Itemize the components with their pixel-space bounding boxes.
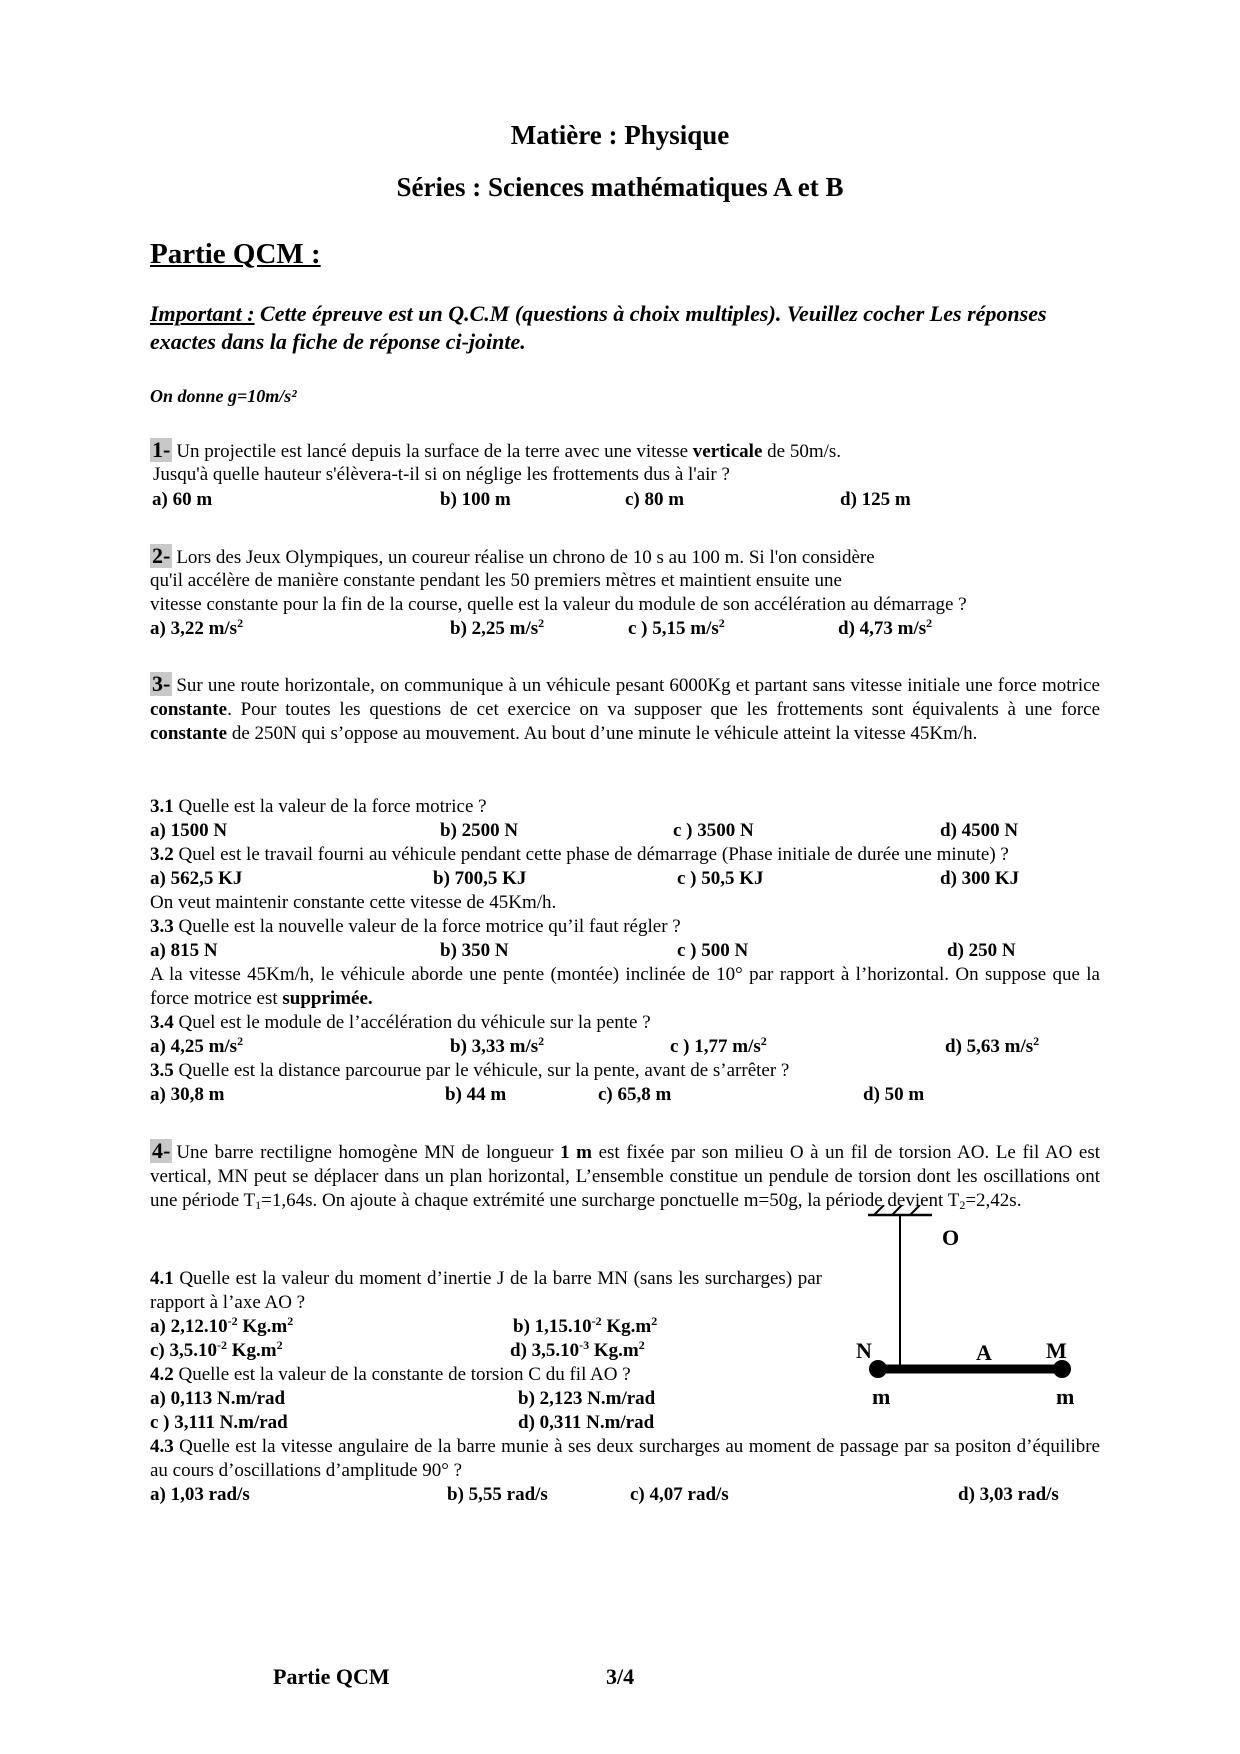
- answer: d) 125 m: [840, 489, 911, 510]
- q3-1-answers: [150, 819, 1100, 843]
- answer: b) $1,15.10^{-2}$ $Kg.m^2$: [513, 1314, 658, 1337]
- q4-1: 4.1 Quelle est la valeur du moment d’inertie J de la barre MN (sans les surcharges) par rapport à l’axe AO ?: [150, 1268, 822, 1313]
- answer: d) 0,311 N.m/rad: [518, 1412, 655, 1433]
- answer: a) 3,22 $m/s^2$: [150, 616, 244, 639]
- section-title: Partie QCM :: [150, 238, 321, 270]
- answer: c) 80 m: [625, 489, 685, 510]
- answer: a) 60 m: [152, 489, 213, 510]
- q1-bold: verticale: [692, 441, 763, 462]
- answer: d) 5,63 $m/s^2$: [945, 1034, 1040, 1057]
- series-title: Séries : Sciences mathématiques A et B: [396, 172, 844, 202]
- answer: d) 3,03 rad/s: [958, 1484, 1059, 1505]
- q1-line2: Jusqu'à quelle hauteur s'élèvera-t-il si on néglige les frottements dus à l'air ?: [153, 464, 730, 485]
- label-n: N: [856, 1338, 872, 1363]
- answer: d) $3,5.10^{-3}$ $Kg.m^2$: [510, 1338, 645, 1361]
- label-m-right: m: [1056, 1384, 1075, 1409]
- answer: a) 1,03 rad/s: [150, 1484, 250, 1505]
- q3-1: 3.1 Quelle est la valeur de la force motrice ?: [150, 796, 487, 817]
- q3-3-answers: [150, 939, 1100, 963]
- answer: c ) 3500 N: [673, 820, 754, 841]
- answer: a) $2,12.10^{-2}$ $Kg.m^2$: [150, 1314, 294, 1337]
- answer: c ) 3,111 N.m/rad: [150, 1412, 288, 1433]
- answer: b) 2,123 N.m/rad: [518, 1388, 656, 1409]
- page-number: 3/4: [606, 1664, 635, 1689]
- answer: a) 1500 N: [150, 820, 228, 841]
- torsion-pendulum-diagram: [840, 1205, 1100, 1415]
- important-label: Important :: [150, 301, 255, 326]
- answer: d) 250 N: [947, 940, 1016, 961]
- answer: c) 65,8 m: [598, 1084, 672, 1105]
- ceiling-hatch: [892, 1205, 902, 1215]
- answer: d) 300 KJ: [940, 868, 1020, 889]
- answer: c ) 50,5 KJ: [677, 868, 764, 889]
- answer: b) 700,5 KJ: [433, 868, 527, 889]
- answer: b) 2500 N: [440, 820, 519, 841]
- question-2: [150, 544, 1100, 570]
- answer: b) 2,25 $m/s^2$: [450, 616, 545, 639]
- q3-4-answers: [150, 1035, 1100, 1059]
- q2-line2: qu'il accélère de manière constante pendant les 50 premiers mètres et maintient ensuite une: [150, 570, 842, 591]
- answer: c ) 500 N: [677, 940, 749, 961]
- label-a: A: [976, 1340, 992, 1365]
- answer: a) 30,8 m: [150, 1084, 225, 1105]
- q3-3: 3.3 Quelle est la nouvelle valeur de la force motrice qu’il faut régler ?: [150, 916, 681, 937]
- q1-answers: [150, 488, 1100, 512]
- question-3-number: 3-: [152, 671, 171, 696]
- given-constant: On donne g=10m/s²: [150, 386, 297, 406]
- answer: a) 0,113 N.m/rad: [150, 1388, 286, 1409]
- q3-4: 3.4 Quel est le module de l’accélération du véhicule sur la pente ?: [150, 1012, 651, 1033]
- q4-3-answers: [150, 1483, 1100, 1507]
- q3-5: 3.5 Quelle est la distance parcourue par le véhicule, sur la pente, avant de s’arrêter ?: [150, 1060, 790, 1081]
- q1-text: Un projectile est lancé depuis la surface de la terre avec une vitesse: [176, 441, 693, 462]
- q1-text-end: de 50m/s.: [762, 441, 842, 462]
- answer: a) 4,25 $m/s^2$: [150, 1034, 244, 1057]
- answer: b) 350 N: [440, 940, 509, 961]
- q3-2-answers: [150, 867, 1100, 891]
- label-m-left: m: [872, 1384, 891, 1409]
- question-4: 4- Une barre rectiligne homogène MN de longueur 1 m est fixée par son milieu O à un fil de torsion AO. Le fil AO est vertical, MN peut se déplacer dans un plan horizontal, L’ensemble constitue un pendule de torsion dont les oscillations ont une période $T_1=1,64s$. On ajoute à chaque extrémité une surcharge ponctuelle m=50g, la période devient $T_2=2,42s$.: [150, 1138, 1101, 1212]
- q3-note: On veut maintenir constante cette vitesse de 45Km/h.: [150, 892, 557, 913]
- answer: b) 44 m: [445, 1084, 507, 1105]
- answer: c ) 5,15 $m/s^2$: [628, 616, 725, 639]
- q3-5-answers: [150, 1083, 1100, 1107]
- answer: d) 4,73 $m/s^2$: [838, 616, 933, 639]
- q2-line1: Lors des Jeux Olympiques, un coureur réalise un chrono de 10 s au 100 m. Si l'on considère: [176, 547, 875, 568]
- answer: b) 5,55 rad/s: [447, 1484, 548, 1505]
- important-notice: [150, 300, 1100, 356]
- question-1: [150, 438, 1100, 464]
- q3-2: 3.2 Quel est le travail fourni au véhicule pendant cette phase de démarrage (Phase initiale de durée une minute) ?: [150, 844, 1009, 865]
- important-text: Cette épreuve est un Q.C.M (questions à choix multiples). Veuillez cocher Les réponses exactes dans la fiche de réponse ci-jointe.: [150, 301, 1047, 354]
- answer: d) 50 m: [863, 1084, 925, 1105]
- label-o: O: [942, 1225, 960, 1250]
- answer: a) 815 N: [150, 940, 218, 961]
- answer: d) 4500 N: [940, 820, 1019, 841]
- footer-label: Partie QCM: [273, 1664, 390, 1689]
- question-2-number: 2-: [152, 543, 171, 568]
- q3-slope: A la vitesse 45Km/h, le véhicule aborde une pente (montée) inclinée de 10° par rapport à l’horizontal. On suppose que la force motrice est supprimée.: [150, 964, 1100, 1009]
- q4-3: 4.3 Quelle est la vitesse angulaire de la barre munie à ses deux surcharges au moment de passage par sa positon d’équilibre au cours d’oscillations d’amplitude 90° ?: [150, 1436, 1100, 1481]
- answer: b) 3,33 $m/s^2$: [450, 1034, 545, 1057]
- answer: c) 4,07 rad/s: [630, 1484, 729, 1505]
- question-4-number: 4-: [152, 1138, 171, 1163]
- answer: a) 562,5 KJ: [150, 868, 243, 889]
- question-3: 3- Sur une route horizontale, on communique à un véhicule pesant 6000Kg et partant sans vitesse initiale une force motrice constante. Pour toutes les questions de cet exercice on va supposer que les frottements sont équivalents à une force constante de 250N qui s’oppose au mouvement. Au bout d’une minute le véhicule atteint la vitesse 45Km/h.: [150, 671, 1100, 744]
- answer: c ) 1,77 $m/s^2$: [670, 1034, 767, 1057]
- subject-title: Matière : Physique: [510, 120, 730, 150]
- label-m: M: [1046, 1338, 1067, 1363]
- answer: c) $3,5.10^{-2}$ $Kg.m^2$: [150, 1338, 283, 1361]
- answer: b) 100 m: [440, 489, 511, 510]
- q4-2: 4.2 Quelle est la valeur de la constante de torsion C du fil AO ?: [150, 1364, 631, 1385]
- question-1-number: 1-: [152, 437, 171, 462]
- q2-answers: [150, 617, 1100, 641]
- q2-line3: vitesse constante pour la fin de la course, quelle est la valeur du module de son accélération au démarrage ?: [150, 594, 967, 615]
- ceiling-hatch: [874, 1205, 884, 1215]
- ceiling-hatch: [910, 1205, 920, 1215]
